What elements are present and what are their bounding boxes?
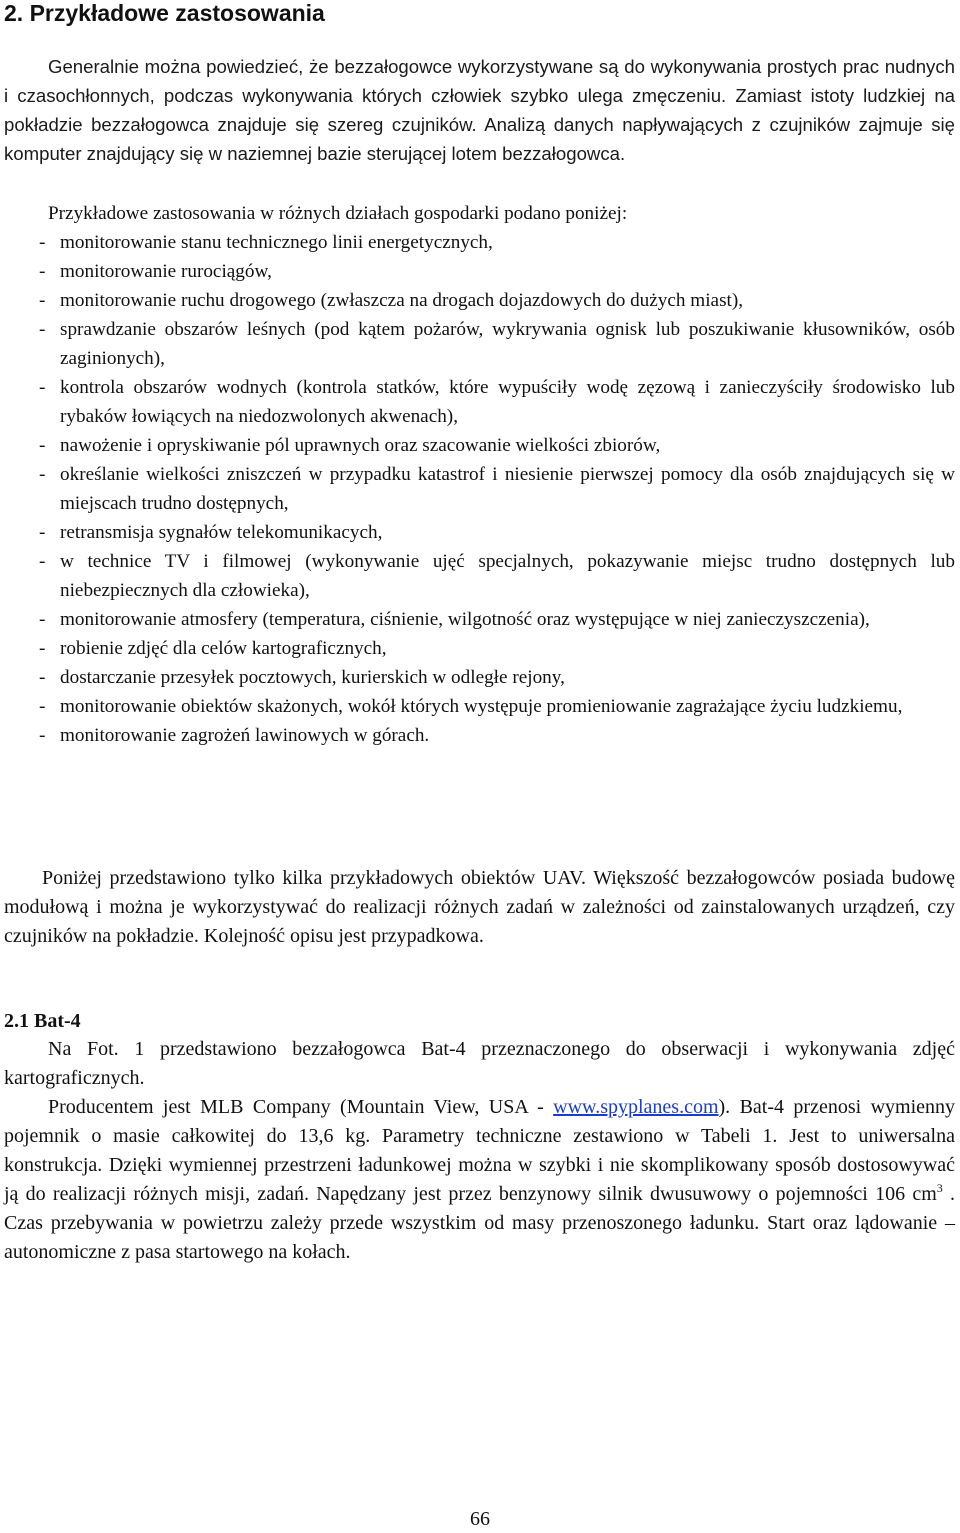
list-item <box>4 373 955 431</box>
bat4-producer-text: Producentem jest MLB Company (Mountain View, USA - <box>48 1096 554 1118</box>
uav-overview-paragraph: Poniżej przedstawiono tylko kilka przykładowych obiektów UAV. Większość bezzałogowców posiada budowę modułową i można je wykorzystywać do realizacji różnych zadań w zależności od zainstalowanych urządzeń, czy czujników na pokładzie. Kolejność opisu jest przypadkowa. <box>4 867 955 947</box>
list-item <box>4 721 955 750</box>
dash-bullet: - <box>39 551 46 572</box>
list-item-text: monitorowanie rurociągów, <box>60 261 272 282</box>
list-item <box>4 634 955 663</box>
list-item <box>4 315 955 373</box>
bat4-section <box>4 1035 955 1267</box>
dash-bullet: - <box>39 435 46 456</box>
list-item-text: kontrola obszarów wodnych (kontrola statków, które wypuściły wodę zęzową i zanieczyściły środowisko lub rybaków łowiących na niedozwolonych akwenach), <box>60 377 955 427</box>
list-item-text: monitorowanie atmosfery (temperatura, ciśnienie, wilgotność oraz występujące w niej zanieczyszczenia), <box>60 609 870 630</box>
list-item <box>4 460 955 518</box>
spyplanes-link[interactable]: www.spyplanes.com <box>553 1096 719 1118</box>
dash-bullet: - <box>39 667 46 688</box>
list-item-text: dostarczanie przesyłek pocztowych, kurierskich w odległe rejony, <box>60 667 565 688</box>
dash-bullet: - <box>39 464 46 485</box>
intro-paragraph <box>4 52 955 168</box>
list-item <box>4 663 955 692</box>
dash-bullet: - <box>39 232 46 253</box>
dash-bullet: - <box>39 609 46 630</box>
list-item-text: monitorowanie stanu technicznego linii energetycznych, <box>60 232 493 253</box>
section-title: 2. Przykładowe zastosowania <box>4 0 325 26</box>
dash-bullet: - <box>39 725 46 746</box>
list-item-text: retransmisja sygnałów telekomunikacych, <box>60 522 383 543</box>
list-item-text: nawożenie i opryskiwanie pól uprawnych oraz szacowanie wielkości zbiorów, <box>60 435 661 456</box>
subsection-title: 2.1 Bat-4 <box>4 1010 81 1032</box>
intro-analysis-sentence: Analizą danych napływających z czujników zajmuje się komputer znajdujący się w naziemnej bazie sterującej lotem bezzałogowca. <box>4 114 956 164</box>
intro-sentences: Generalnie można powiedzieć, że bezzałogowce wykorzystywane są do wykonywania prostych prac nudnych i czasochłonnych, podczas wykonywania których człowiek szybko ulega zmęczeniu. Zamiast istoty ludzkiej na pokładzie bezzałogowca znajduje się szereg czujników. <box>4 56 955 135</box>
page-number: 66 <box>470 1508 490 1530</box>
list-item <box>4 518 955 547</box>
dash-bullet: - <box>39 261 46 282</box>
dash-bullet: - <box>39 377 46 398</box>
dash-bullet: - <box>39 290 46 311</box>
list-item <box>4 431 955 460</box>
list-item <box>4 692 955 721</box>
bat4-description-text: ). Bat-4 przenosi wymienny pojemnik o masie całkowitej do 13,6 kg. Parametry techniczne zestawiono w Tabeli 1. Jest to uniwersalna konstrukcja. Dzięki wymiennej przestrzeni ładunkowej można w szybki i nie skomplikowany sposób dostosowywać ją do realizacji różnych misji, zadań. Napędzany jest przez benzynowy silnik dwusuwowy o pojemności 106 cm <box>4 1096 956 1205</box>
cubic-superscript: 3 <box>936 1181 943 1195</box>
bat4-flight-text: . Czas przebywania w powietrzu zależy przede wszystkim od masy przenoszonego ładunku. Start oraz lądowanie – autonomiczne z pasa startowego na kołach. <box>4 1183 956 1263</box>
list-item-text: robienie zdjęć dla celów kartograficznych, <box>60 638 387 659</box>
list-item-text: monitorowanie zagrożeń lawinowych w górach. <box>60 725 430 746</box>
list-item <box>4 228 955 257</box>
list-item-text: monitorowanie obiektów skażonych, wokół których występuje promieniowanie zagrażające życiu ludzkiemu, <box>60 696 903 717</box>
applications-intro: Przykładowe zastosowania w różnych działach gospodarki podano poniżej: <box>48 203 628 224</box>
list-item-text: w technice TV i filmowej (wykonywanie ujęć specjalnych, pokazywanie miejsc trudno dostępnych lub niebezpiecznych dla człowieka), <box>60 551 955 601</box>
list-item <box>4 547 955 605</box>
applications-section <box>4 199 955 750</box>
list-item <box>4 257 955 286</box>
applications-list <box>4 228 955 750</box>
bat4-paragraph-2 <box>4 1093 955 1267</box>
intro-text <box>4 52 955 168</box>
list-item-text: sprawdzanie obszarów leśnych (pod kątem pożarów, wykrywania ognisk lub poszukiwanie kłusowników, osób zaginionych), <box>60 319 955 369</box>
list-item-text: określanie wielkości zniszczeń w przypadku katastrof i niesienie pierwszej pomocy dla osób znajdujących się w miejscach trudno dostępnych, <box>60 464 955 514</box>
list-item-text: monitorowanie ruchu drogowego (zwłaszcza na drogach dojazdowych do dużych miast), <box>60 290 744 311</box>
bat4-paragraph-1: Na Fot. 1 przedstawiono bezzałogowca Bat-4 przeznaczonego do obserwacji i wykonywania zdjęć kartograficznych. <box>4 1038 955 1089</box>
dash-bullet: - <box>39 319 46 340</box>
list-item <box>4 605 955 634</box>
dash-bullet: - <box>39 522 46 543</box>
dash-bullet: - <box>39 638 46 659</box>
dash-bullet: - <box>39 696 46 717</box>
list-item <box>4 286 955 315</box>
